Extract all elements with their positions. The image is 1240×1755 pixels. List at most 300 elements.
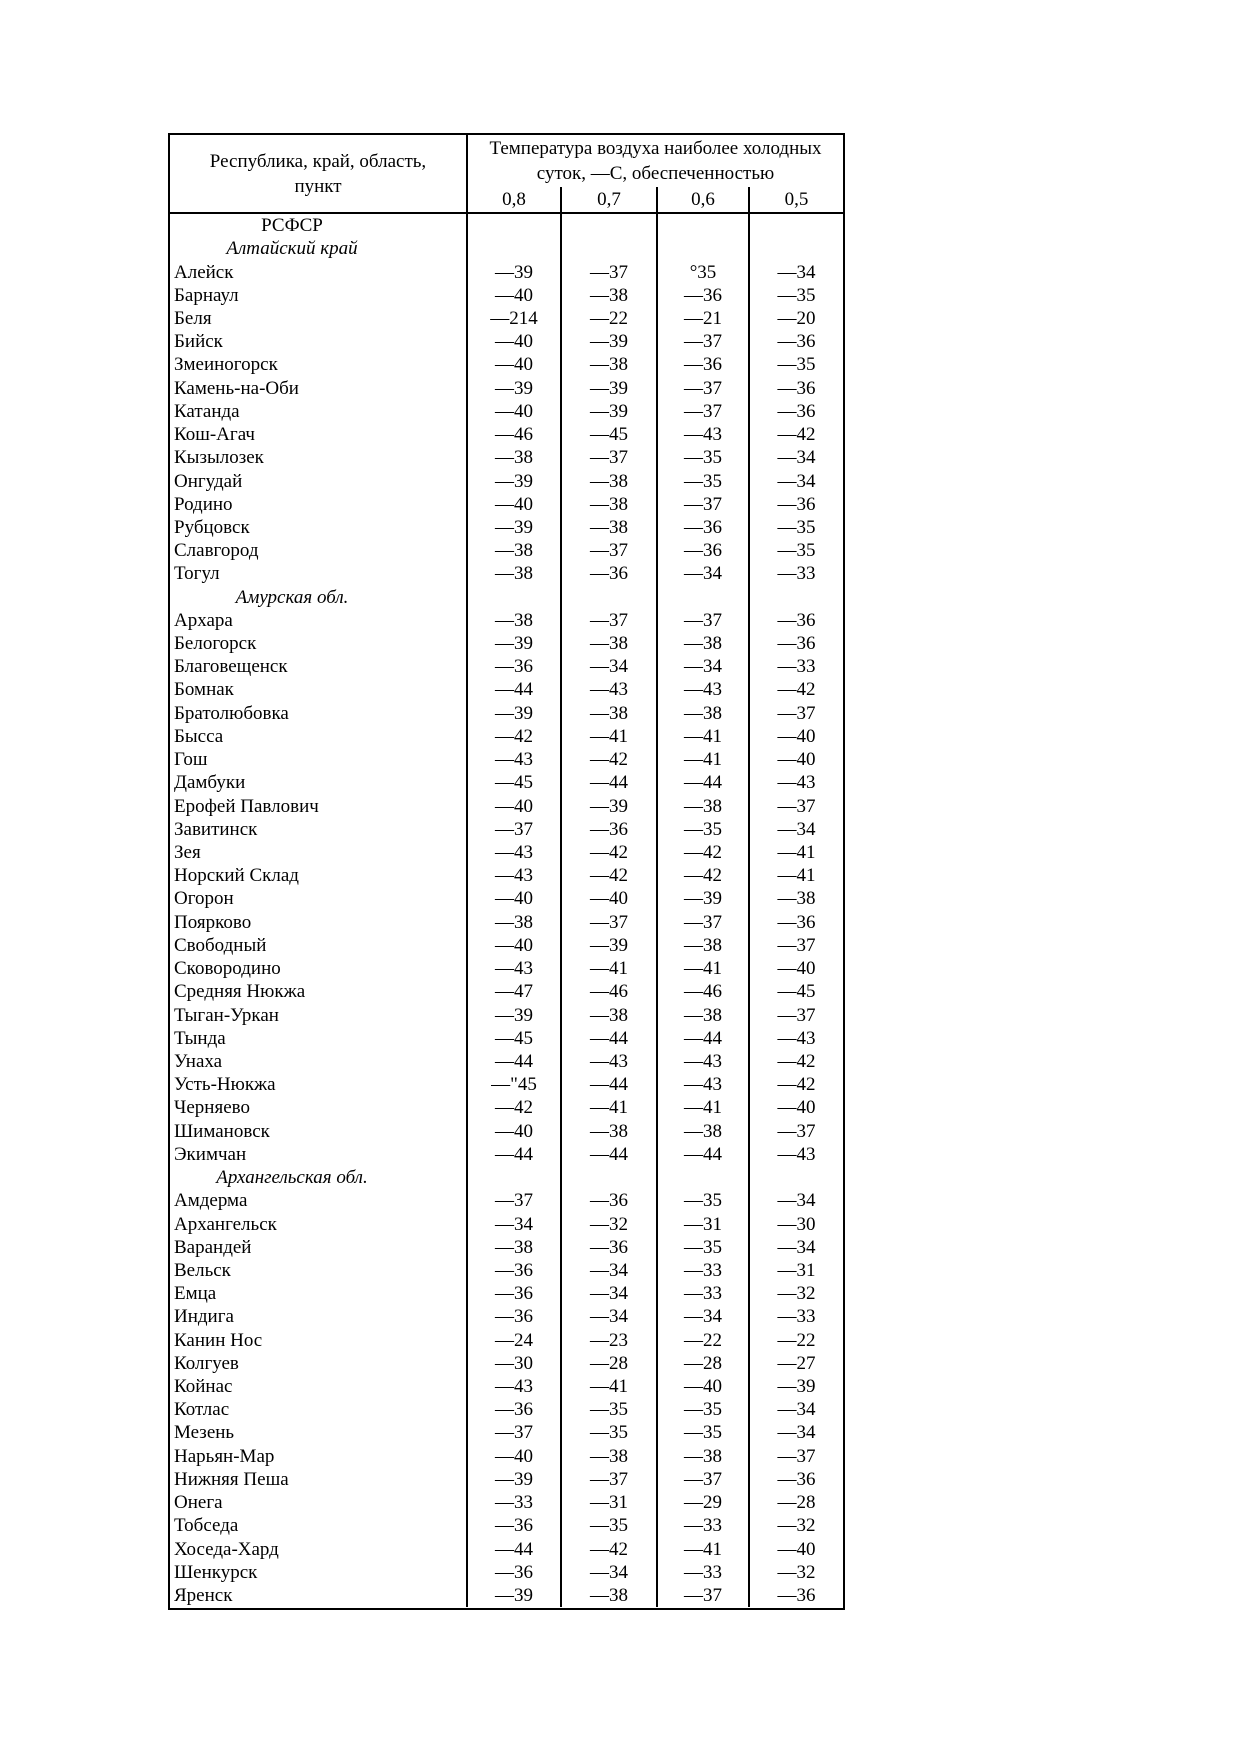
location-name: Индига [174, 1306, 234, 1328]
location-name: Колгуев [174, 1352, 239, 1374]
temperature-value: —36 [748, 609, 843, 632]
temperature-value: —37 [656, 330, 748, 353]
location-name: Котлас [174, 1399, 230, 1421]
temperature-value: —36 [466, 1514, 560, 1537]
location-name: Огорон [174, 888, 234, 910]
temperature-value: —36 [748, 632, 843, 655]
temperature-value: —38 [748, 887, 843, 910]
temperature-value: —39 [560, 400, 656, 423]
temperature-value: —38 [466, 609, 560, 632]
temperature-value: —39 [466, 377, 560, 400]
temperature-value: —20 [748, 307, 843, 330]
location-name: Онега [174, 1492, 223, 1514]
temperature-value: —36 [656, 353, 748, 376]
temperature-value: —40 [656, 1375, 748, 1398]
location-name: Тобседа [174, 1515, 239, 1537]
location-name: Барнаул [174, 284, 239, 306]
temperature-value: —34 [748, 446, 843, 469]
temperature-value: —39 [656, 887, 748, 910]
section-heading: Архангельская обл. [216, 1167, 368, 1189]
location-name: Архангельск [174, 1213, 277, 1235]
location-name: Тында [174, 1027, 226, 1049]
temperature-value: —38 [560, 1445, 656, 1468]
temperature-value: —32 [560, 1212, 656, 1235]
location-name: Норский Склад [174, 865, 299, 887]
temperature-value: —32 [748, 1561, 843, 1584]
temperature-value: —39 [466, 1003, 560, 1026]
column-header-prob-0-5: 0,5 [748, 187, 843, 214]
temperature-value: —35 [560, 1421, 656, 1444]
empty-cell [560, 586, 656, 609]
empty-cell [748, 1166, 843, 1189]
temperature-value: —38 [466, 446, 560, 469]
location-name: Унаха [174, 1050, 223, 1072]
location-name: Кош-Агач [174, 424, 255, 446]
temperature-value: —37 [656, 609, 748, 632]
location-name: Койнас [174, 1376, 233, 1398]
temperature-value: —36 [466, 1398, 560, 1421]
temperature-value: —45 [560, 423, 656, 446]
temperature-value: —38 [466, 539, 560, 562]
temperature-value: —34 [560, 1561, 656, 1584]
empty-cell [748, 214, 843, 237]
temperature-value: —47 [466, 980, 560, 1003]
section-heading: Алтайский край [226, 238, 358, 260]
temperature-value: —39 [466, 516, 560, 539]
temperature-value: —39 [560, 934, 656, 957]
temperature-value: —43 [466, 841, 560, 864]
temperature-value: —38 [656, 1445, 748, 1468]
temperature-value: —40 [466, 330, 560, 353]
location-name: Онгудай [174, 470, 243, 492]
temperature-value: —40 [466, 1120, 560, 1143]
temperature-value: —40 [466, 284, 560, 307]
temperature-value: —42 [466, 1096, 560, 1119]
temperature-value: —35 [656, 1398, 748, 1421]
temperature-value: —34 [748, 1236, 843, 1259]
section-heading: Амурская обл. [235, 586, 349, 608]
temperature-value: —34 [560, 1305, 656, 1328]
location-name: Яренск [174, 1585, 233, 1607]
temperature-value: —37 [656, 493, 748, 516]
temperature-value: —34 [656, 562, 748, 585]
temperature-value: —45 [466, 1027, 560, 1050]
temperature-value: —44 [560, 771, 656, 794]
temperature-value: —43 [466, 1375, 560, 1398]
empty-cell [656, 214, 748, 237]
temperature-value: —36 [656, 539, 748, 562]
temperature-value: —38 [466, 1236, 560, 1259]
location-name: Шенкурск [174, 1561, 258, 1583]
temperature-value: —40 [466, 934, 560, 957]
temperature-value: —40 [466, 400, 560, 423]
temperature-value: —39 [466, 1468, 560, 1491]
temperature-value: —40 [560, 887, 656, 910]
temperature-value: —30 [466, 1352, 560, 1375]
temperature-value: —35 [560, 1514, 656, 1537]
temperature-value: —38 [656, 794, 748, 817]
temperature-value: —36 [748, 400, 843, 423]
location-name: Ерофей Павлович [174, 795, 319, 817]
location-name: Тогул [174, 563, 220, 585]
location-name: Благовещенск [174, 656, 288, 678]
temperature-value: —41 [560, 725, 656, 748]
temperature-value: —28 [560, 1352, 656, 1375]
temperature-value: —39 [466, 469, 560, 492]
column-header-prob-0-8: 0,8 [466, 187, 560, 214]
temperature-value: —33 [656, 1259, 748, 1282]
location-name: Емца [174, 1283, 217, 1305]
temperature-value: —32 [748, 1514, 843, 1537]
temperature-value: —44 [656, 1143, 748, 1166]
temperature-value: —38 [656, 702, 748, 725]
temperature-value: —41 [656, 1096, 748, 1119]
temperature-value: —36 [748, 493, 843, 516]
temperature-value: —38 [560, 516, 656, 539]
temperature-value: —44 [466, 678, 560, 701]
empty-cell [560, 1166, 656, 1189]
temperature-value: —33 [656, 1514, 748, 1537]
temperature-value: —40 [466, 493, 560, 516]
temperature-value: —36 [656, 284, 748, 307]
temperature-value: —37 [656, 1468, 748, 1491]
temperature-value: —42 [560, 841, 656, 864]
empty-cell [748, 586, 843, 609]
temperature-value: —38 [560, 1003, 656, 1026]
temperature-value: —37 [560, 260, 656, 283]
temperature-value: —37 [748, 794, 843, 817]
temperature-value: —42 [560, 1537, 656, 1560]
temperature-value: —36 [466, 1561, 560, 1584]
location-name: Усть-Нюкжа [174, 1074, 276, 1096]
temperature-value: —38 [560, 353, 656, 376]
temperature-value: —43 [560, 678, 656, 701]
location-name: Тыган-Уркан [174, 1004, 279, 1026]
temperature-value: —41 [656, 1537, 748, 1560]
temperature-value: —39 [466, 702, 560, 725]
temperature-value: —36 [748, 1468, 843, 1491]
temperature-value: —30 [748, 1212, 843, 1235]
column-header-prob-0-6: 0,6 [656, 187, 748, 214]
temperature-value: —37 [748, 702, 843, 725]
temperature-value: —23 [560, 1329, 656, 1352]
temperature-value: —41 [748, 841, 843, 864]
temperature-value: —42 [748, 1050, 843, 1073]
section-heading: РСФСР [261, 215, 323, 237]
temperature-value: —34 [748, 469, 843, 492]
location-name: Амдерма [174, 1190, 248, 1212]
temperature-value: —37 [748, 1445, 843, 1468]
temperature-value: —34 [656, 1305, 748, 1328]
temperature-value: —38 [656, 632, 748, 655]
temperature-value: —31 [748, 1259, 843, 1282]
temperature-value: —37 [466, 1189, 560, 1212]
location-name: Дамбуки [174, 772, 246, 794]
temperature-value: —214 [466, 307, 560, 330]
temperature-value: —27 [748, 1352, 843, 1375]
temperature-value: —38 [560, 1584, 656, 1607]
temperature-value: —44 [560, 1143, 656, 1166]
temperature-value: —37 [466, 1421, 560, 1444]
temperature-value: —28 [748, 1491, 843, 1514]
location-name: Экимчан [174, 1143, 247, 1165]
temperature-value: —39 [560, 330, 656, 353]
location-name: Бомнак [174, 679, 234, 701]
temperature-value: —33 [748, 655, 843, 678]
temperature-value: —45 [466, 771, 560, 794]
location-name: Беля [174, 307, 212, 329]
column-header-temperature: Температура воздуха наиболее холодных суток, —С, обеспеченностью [466, 135, 843, 187]
temperature-value: —39 [748, 1375, 843, 1398]
temperature-value: —38 [560, 702, 656, 725]
temperature-value: —35 [748, 353, 843, 376]
location-name: Камень-на-Оби [174, 377, 299, 399]
location-name: Черняево [174, 1097, 250, 1119]
temperature-value: —29 [656, 1491, 748, 1514]
temperature-value: —34 [466, 1212, 560, 1235]
temperature-value: —41 [656, 725, 748, 748]
empty-cell [466, 586, 560, 609]
temperature-value: —44 [466, 1537, 560, 1560]
column-header-prob-0-7: 0,7 [560, 187, 656, 214]
location-name: Шимановск [174, 1120, 270, 1142]
temperature-value: —40 [748, 1096, 843, 1119]
temperature-value: —33 [656, 1561, 748, 1584]
temperature-value: —34 [748, 1189, 843, 1212]
temperature-value: —43 [560, 1050, 656, 1073]
empty-cell [466, 237, 560, 260]
temperature-value: —39 [466, 1584, 560, 1607]
location-name: Хоседа-Хард [174, 1538, 279, 1560]
temperature-value: —38 [656, 1003, 748, 1026]
temperature-value: —37 [560, 539, 656, 562]
temperature-value: —38 [466, 562, 560, 585]
location-name: Бысса [174, 725, 224, 747]
location-name: Вельск [174, 1259, 231, 1281]
temperature-value: —34 [748, 260, 843, 283]
temperature-value: —36 [466, 1282, 560, 1305]
empty-cell [656, 237, 748, 260]
location-name: Родино [174, 493, 233, 515]
temperature-value: —28 [656, 1352, 748, 1375]
location-name: Сковородино [174, 958, 281, 980]
location-name: Нарьян-Мар [174, 1445, 275, 1467]
temperature-value: —38 [656, 1120, 748, 1143]
temperature-value: —40 [466, 1445, 560, 1468]
column-header-location: Республика, край, область, пункт [170, 135, 466, 214]
temperature-value: —36 [466, 1305, 560, 1328]
temperature-value: —34 [560, 655, 656, 678]
temperature-value: —37 [748, 1120, 843, 1143]
temperature-value: —35 [656, 469, 748, 492]
temperature-value: —37 [560, 609, 656, 632]
location-name: Алейск [174, 261, 234, 283]
temperature-value: —46 [466, 423, 560, 446]
temperature-value: —42 [560, 748, 656, 771]
empty-cell [466, 1166, 560, 1189]
location-name: Змеиногорск [174, 354, 278, 376]
location-name: Варандей [174, 1236, 252, 1258]
location-name: Нижняя Пеша [174, 1468, 289, 1490]
temperature-value: —42 [656, 864, 748, 887]
temperature-value: —36 [560, 1236, 656, 1259]
temperature-value: —38 [560, 632, 656, 655]
temperature-value: —36 [748, 911, 843, 934]
location-name: Канин Нос [174, 1329, 263, 1351]
location-name: Катанда [174, 400, 240, 422]
temperature-value: —41 [560, 1375, 656, 1398]
temperature-value: —33 [656, 1282, 748, 1305]
temperature-value: —42 [466, 725, 560, 748]
temperature-value: —44 [560, 1027, 656, 1050]
location-name: Гош [174, 749, 208, 771]
temperature-value: —40 [466, 887, 560, 910]
location-name: Рубцовск [174, 516, 250, 538]
temperature-value: —42 [748, 423, 843, 446]
temperature-value: —32 [748, 1282, 843, 1305]
empty-cell [466, 214, 560, 237]
temperature-value: —39 [560, 794, 656, 817]
temperature-value: —44 [466, 1143, 560, 1166]
temperature-value: —40 [748, 725, 843, 748]
location-name: Кызылозек [174, 447, 264, 469]
temperature-value: —43 [748, 771, 843, 794]
temperature-value: —36 [748, 1584, 843, 1607]
temperature-value: —38 [560, 284, 656, 307]
temperature-value: —36 [560, 818, 656, 841]
temperature-value: —45 [748, 980, 843, 1003]
location-name: Архара [174, 609, 233, 631]
temperature-value: —41 [656, 748, 748, 771]
location-name: Зея [174, 842, 201, 864]
temperature-value: —42 [748, 1073, 843, 1096]
temperature-value: —46 [560, 980, 656, 1003]
temperature-value: —38 [466, 911, 560, 934]
temperature-value: —36 [656, 516, 748, 539]
temperature-value: —37 [560, 911, 656, 934]
temperature-value: —44 [656, 771, 748, 794]
temperature-value: —35 [748, 516, 843, 539]
temperature-value: —22 [656, 1329, 748, 1352]
temperature-value: —38 [560, 469, 656, 492]
temperature-value: —42 [748, 678, 843, 701]
temperature-value: —34 [656, 655, 748, 678]
location-name: Братолюбовка [174, 702, 289, 724]
temperature-value: —33 [748, 562, 843, 585]
temperature-value: —33 [748, 1305, 843, 1328]
temperature-value: —38 [560, 493, 656, 516]
temperature-value: —41 [560, 957, 656, 980]
temperature-value: —34 [748, 1421, 843, 1444]
temperature-value: —22 [748, 1329, 843, 1352]
temperature-value: °35 [656, 260, 748, 283]
temperature-value: —43 [656, 1050, 748, 1073]
temperature-value: —37 [560, 1468, 656, 1491]
empty-cell [560, 237, 656, 260]
location-name: Средняя Нюкжа [174, 981, 306, 1003]
location-name: Свободный [174, 934, 267, 956]
temperature-value: —35 [656, 1236, 748, 1259]
temperature-value: —38 [656, 934, 748, 957]
temperature-value: —35 [656, 1189, 748, 1212]
temperature-value: —38 [560, 1120, 656, 1143]
empty-cell [656, 1166, 748, 1189]
temperature-value: —35 [748, 539, 843, 562]
temperature-value: —35 [656, 446, 748, 469]
temperature-value: —43 [656, 423, 748, 446]
temperature-value: —43 [656, 1073, 748, 1096]
temperature-value: —34 [748, 818, 843, 841]
temperature-value: —37 [748, 1003, 843, 1026]
temperature-value: —41 [748, 864, 843, 887]
temperature-value: —34 [560, 1282, 656, 1305]
temperature-value: —37 [560, 446, 656, 469]
location-name: Бийск [174, 331, 223, 353]
temperature-value: —43 [656, 678, 748, 701]
location-name: Завитинск [174, 818, 258, 840]
temperature-value: —40 [466, 794, 560, 817]
temperature-value: —34 [560, 1259, 656, 1282]
temperature-value: —41 [656, 957, 748, 980]
temperature-value: —33 [466, 1491, 560, 1514]
temperature-value: —36 [748, 377, 843, 400]
temperature-value: —"45 [466, 1073, 560, 1096]
temperature-value: —40 [748, 748, 843, 771]
temperature-value: —40 [748, 1537, 843, 1560]
temperature-value: —37 [748, 934, 843, 957]
temperature-value: —35 [748, 284, 843, 307]
temperature-value: —43 [466, 957, 560, 980]
temperature-value: —24 [466, 1329, 560, 1352]
temperature-value: —22 [560, 307, 656, 330]
temperature-value: —44 [560, 1073, 656, 1096]
empty-cell [560, 214, 656, 237]
temperature-value: —42 [560, 864, 656, 887]
temperature-value: —40 [748, 957, 843, 980]
temperature-value: —44 [656, 1027, 748, 1050]
temperature-value: —36 [560, 1189, 656, 1212]
temperature-value: —31 [656, 1212, 748, 1235]
temperature-value: —21 [656, 307, 748, 330]
temperature-value: —37 [656, 911, 748, 934]
temperature-value: —41 [560, 1096, 656, 1119]
temperature-value: —36 [466, 1259, 560, 1282]
temperature-value: —37 [466, 818, 560, 841]
temperature-value: —46 [656, 980, 748, 1003]
location-name: Белогорск [174, 633, 257, 655]
temperature-value: —43 [466, 864, 560, 887]
temperature-value: —36 [560, 562, 656, 585]
temperature-value: —37 [656, 377, 748, 400]
temperature-value: —44 [466, 1050, 560, 1073]
temperature-value: —39 [466, 260, 560, 283]
temperature-value: —43 [466, 748, 560, 771]
location-name: Мезень [174, 1422, 235, 1444]
temperature-value: —35 [656, 1421, 748, 1444]
temperature-value: —43 [748, 1027, 843, 1050]
location-name: Славгород [174, 540, 259, 562]
temperature-value: —43 [748, 1143, 843, 1166]
temperature-value: —37 [656, 400, 748, 423]
temperature-value: —35 [656, 818, 748, 841]
empty-cell [748, 237, 843, 260]
temperature-value: —31 [560, 1491, 656, 1514]
temperature-value: —34 [748, 1398, 843, 1421]
location-name: Поярково [174, 911, 252, 933]
temperature-value: —36 [748, 330, 843, 353]
temperature-value: —42 [656, 841, 748, 864]
temperature-value: —39 [560, 377, 656, 400]
